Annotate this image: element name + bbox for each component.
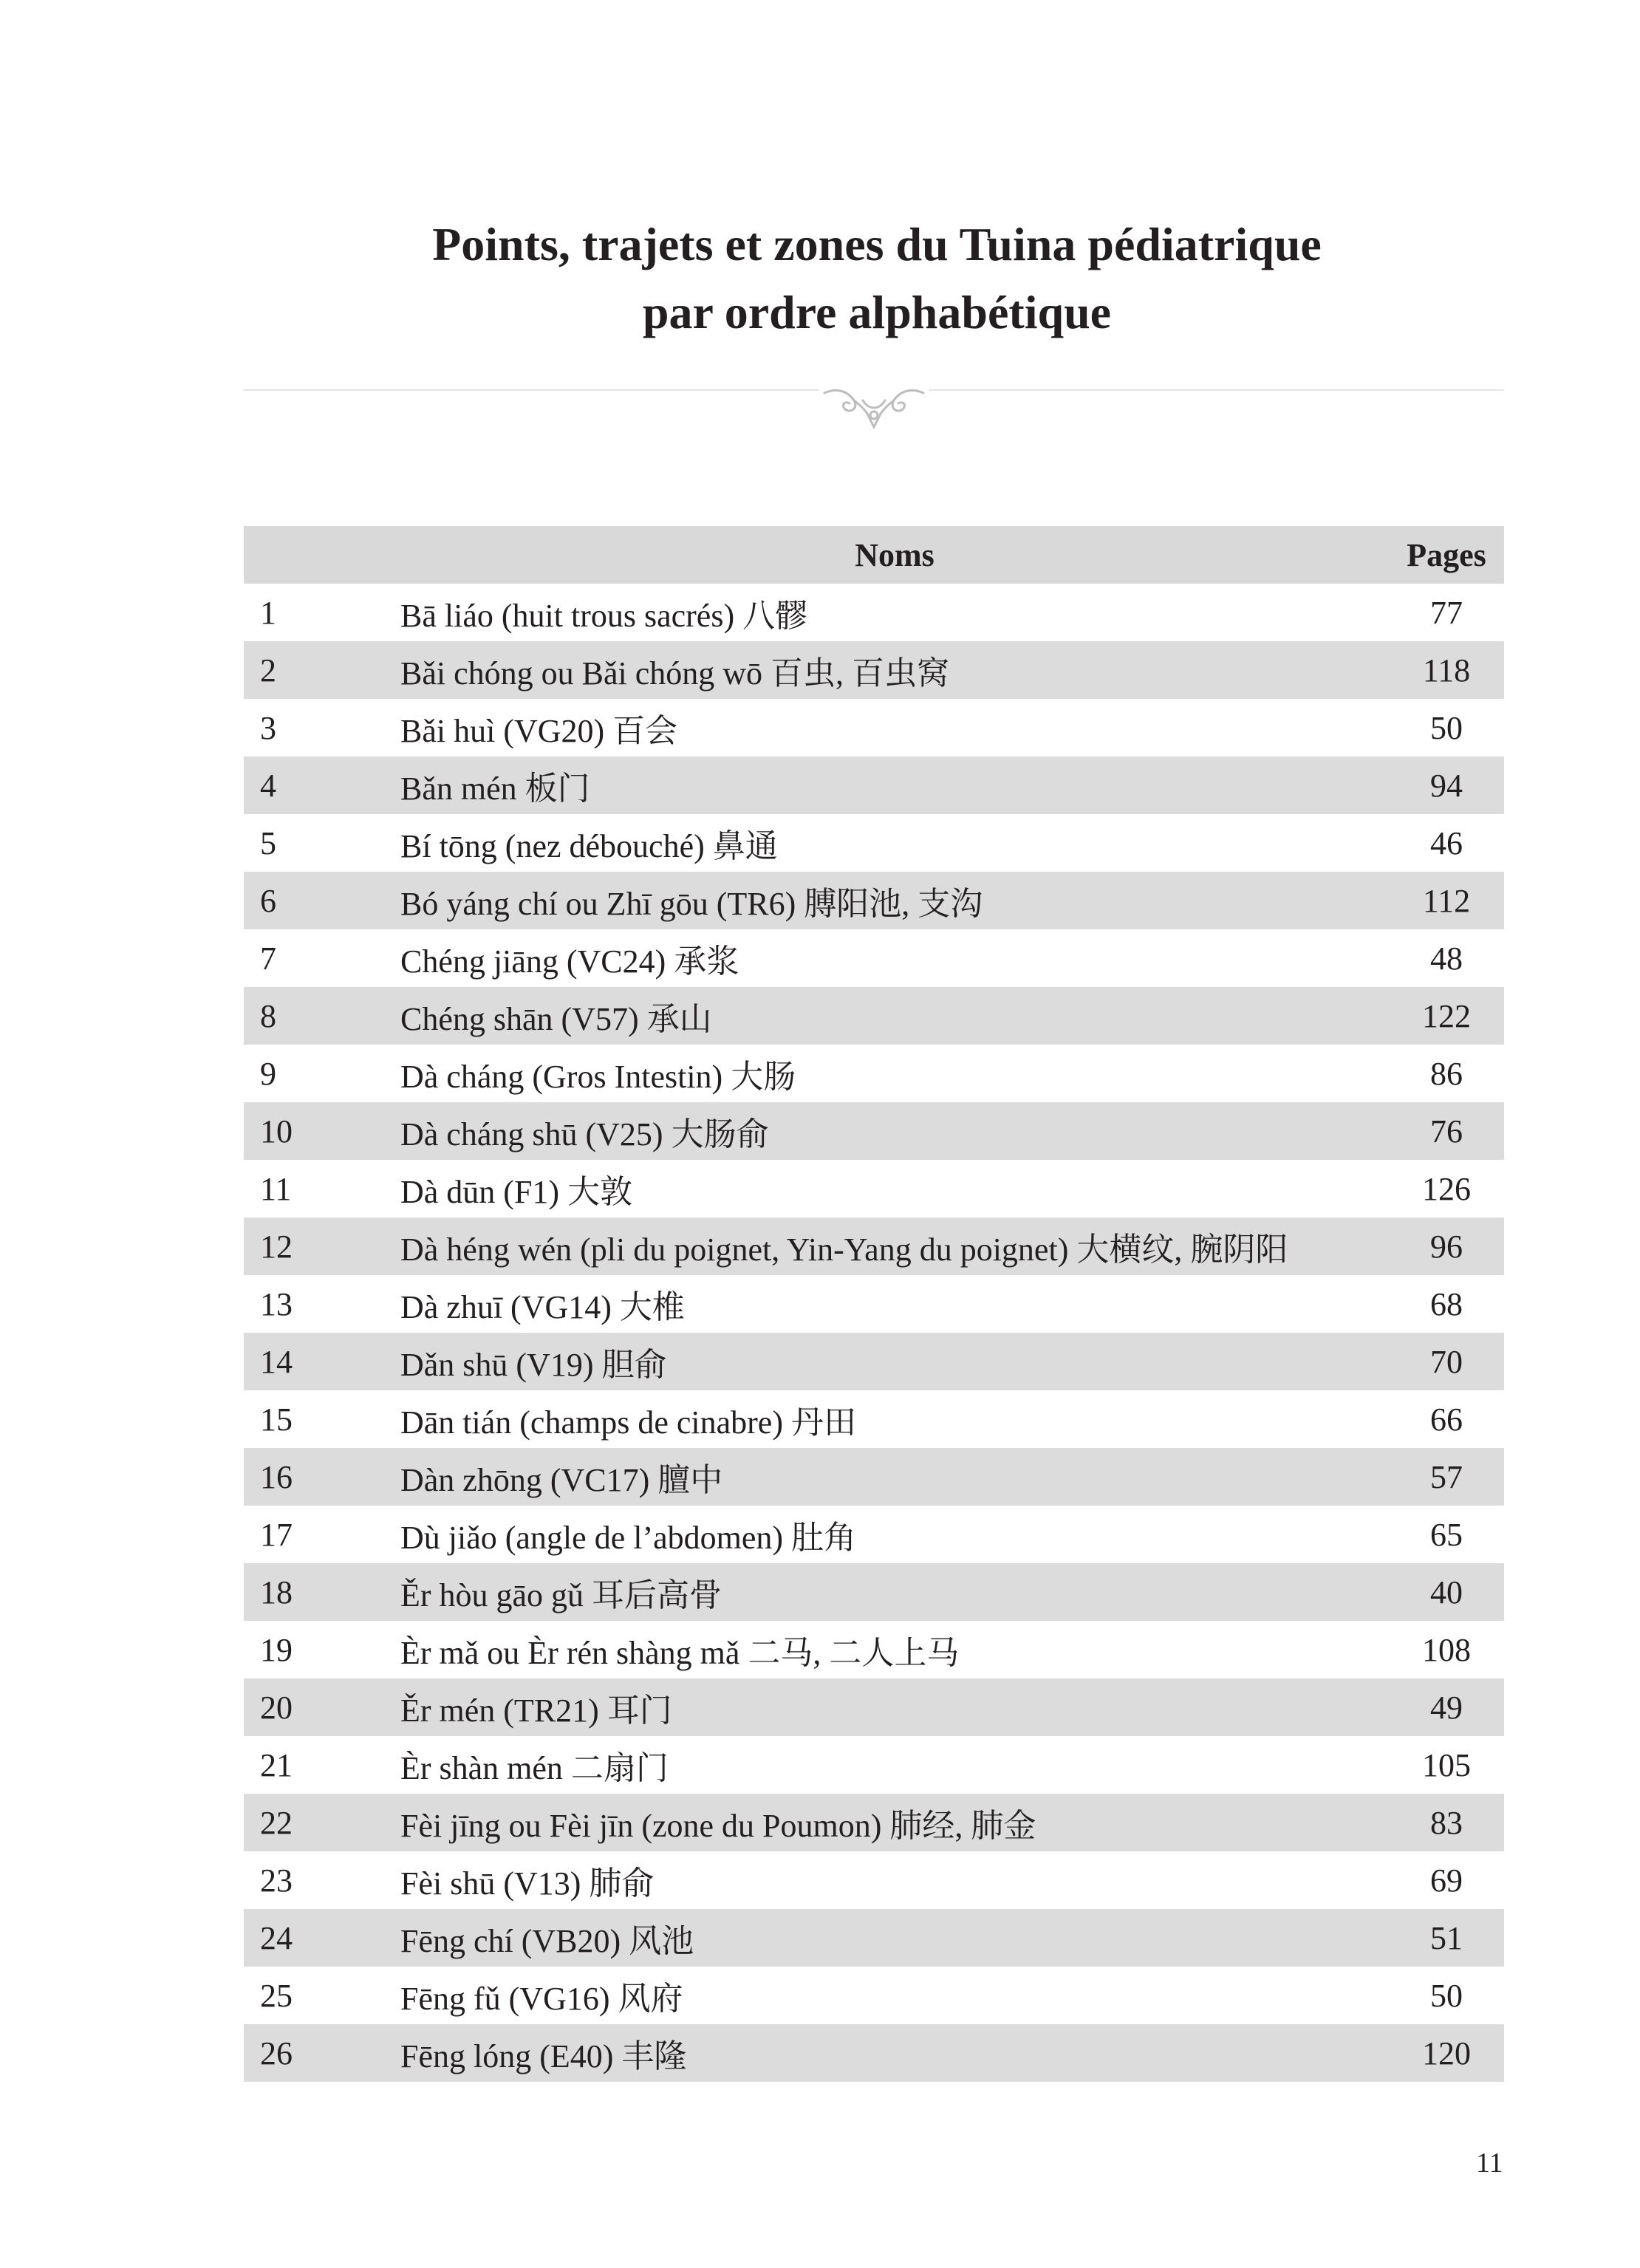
table-row [244, 1563, 1504, 1621]
ornamental-scroll-icon [819, 384, 929, 436]
row-name: Fèi jīng ou Fèi jīn (zone du Poumon) 肺经, 肺金 [400, 1808, 1036, 1844]
page-title-line-2: par ordre alphabétique [642, 286, 1112, 338]
row-name: Fēng lóng (E40) 丰隆 [400, 2038, 687, 2074]
row-page: 122 [1422, 997, 1471, 1034]
row-page: 50 [1430, 1977, 1463, 2014]
row-page: 76 [1430, 1113, 1463, 1150]
page-number: 11 [1476, 2148, 1503, 2179]
table-row [244, 1851, 1504, 1909]
row-number: 22 [260, 1804, 293, 1841]
table-row [244, 699, 1504, 756]
table-row [244, 2024, 1504, 2082]
row-page: 66 [1430, 1401, 1463, 1438]
row-name: Chéng shān (V57) 承山 [400, 1001, 712, 1037]
row-page: 108 [1422, 1631, 1471, 1668]
row-name: Èr mǎ ou Èr rén shàng mǎ 二马, 二人上马 [400, 1635, 960, 1671]
row-number: 2 [260, 652, 276, 689]
row-page: 40 [1430, 1574, 1463, 1611]
row-number: 25 [260, 1977, 293, 2014]
row-number: 6 [260, 882, 276, 919]
row-page: 70 [1430, 1343, 1463, 1380]
table-row [244, 1909, 1504, 1967]
row-number: 10 [260, 1113, 293, 1150]
row-number: 20 [260, 1689, 293, 1726]
row-number: 26 [260, 2035, 293, 2071]
row-page: 86 [1430, 1055, 1463, 1092]
page-title [0, 211, 1640, 346]
row-name: Fēng chí (VB20) 风池 [400, 1923, 694, 1959]
row-name: Bǎn mén 板门 [400, 771, 590, 807]
row-page: 94 [1430, 767, 1463, 804]
row-number: 21 [260, 1746, 293, 1783]
table-row [244, 1967, 1504, 2024]
row-page: 65 [1430, 1516, 1463, 1553]
row-page: 50 [1430, 709, 1463, 746]
header-names: Noms [855, 536, 935, 573]
row-number: 17 [260, 1516, 293, 1553]
table-row [244, 1102, 1504, 1160]
table-row [244, 987, 1504, 1045]
table-row [244, 1160, 1504, 1217]
row-name: Fèi shū (V13) 肺俞 [400, 1865, 655, 1902]
table-row [244, 641, 1504, 699]
table-row [244, 756, 1504, 814]
table-row [244, 1678, 1504, 1736]
row-number: 11 [260, 1170, 292, 1207]
row-page: 46 [1430, 824, 1463, 861]
table-row [244, 929, 1504, 987]
header-number [244, 526, 400, 584]
row-name: Dà cháng (Gros Intestin) 大肠 [400, 1059, 796, 1095]
row-number: 1 [260, 594, 276, 631]
table-row [244, 1217, 1504, 1275]
header-pages: Pages [1407, 536, 1486, 573]
row-name: Dà cháng shū (V25) 大肠俞 [400, 1116, 769, 1152]
row-page: 57 [1430, 1458, 1463, 1495]
table-row [244, 872, 1504, 929]
row-name: Dǎn shū (V19) 胆俞 [400, 1347, 667, 1383]
row-page: 48 [1430, 940, 1463, 977]
row-name: Dàn zhōng (VC17) 膻中 [400, 1462, 723, 1498]
row-name: Bí tōng (nez débouché) 鼻通 [400, 828, 778, 864]
table-row [244, 1333, 1504, 1390]
row-page: 118 [1422, 652, 1471, 689]
row-name: Èr shàn mén 二扇门 [400, 1750, 669, 1786]
table-row [244, 1045, 1504, 1102]
row-number: 7 [260, 940, 276, 977]
row-number: 3 [260, 709, 276, 746]
row-page: 49 [1430, 1689, 1463, 1726]
row-number: 23 [260, 1862, 293, 1899]
table-body [244, 584, 1504, 2082]
points-index-table [244, 526, 1504, 2082]
table-row [244, 1794, 1504, 1851]
row-name: Ěr mén (TR21) 耳门 [400, 1693, 672, 1729]
row-name: Dù jiǎo (angle de l’abdomen) 肚角 [400, 1520, 857, 1556]
row-number: 12 [260, 1228, 293, 1265]
row-page: 120 [1422, 2035, 1471, 2071]
table-row [244, 1621, 1504, 1678]
row-number: 9 [260, 1055, 276, 1092]
page-title-line-1: Points, trajets et zones du Tuina pédiatrique [432, 218, 1322, 270]
row-number: 18 [260, 1574, 293, 1611]
row-page: 51 [1430, 1919, 1463, 1956]
table-row [244, 1448, 1504, 1506]
table-row [244, 584, 1504, 641]
row-number: 13 [260, 1285, 293, 1322]
row-number: 5 [260, 824, 276, 861]
row-name: Bó yáng chí ou Zhī gōu (TR6) 膊阳池, 支沟 [400, 886, 983, 922]
row-page: 105 [1422, 1746, 1471, 1783]
row-page: 96 [1430, 1228, 1463, 1265]
table-row [244, 1275, 1504, 1333]
row-name: Dà zhuī (VG14) 大椎 [400, 1289, 685, 1325]
row-number: 15 [260, 1401, 293, 1438]
row-page: 69 [1430, 1862, 1463, 1899]
row-name: Dān tián (champs de cinabre) 丹田 [400, 1404, 856, 1441]
row-number: 19 [260, 1631, 293, 1668]
table-row [244, 1390, 1504, 1448]
row-page: 126 [1422, 1170, 1471, 1207]
table-row [244, 1506, 1504, 1563]
row-name: Ěr hòu gāo gǔ 耳后高骨 [400, 1577, 722, 1613]
row-name: Dà dūn (F1) 大敦 [400, 1174, 633, 1210]
row-page: 112 [1422, 882, 1471, 919]
table-row [244, 1736, 1504, 1794]
row-name: Chéng jiāng (VC24) 承浆 [400, 943, 739, 980]
row-number: 4 [260, 767, 276, 804]
row-name: Bǎi chóng ou Bǎi chóng wō 百虫, 百虫窝 [400, 655, 950, 691]
row-name: Fēng fǔ (VG16) 风府 [400, 1981, 683, 2017]
table-header-row [244, 526, 1504, 584]
row-name: Bā liáo (huit trous sacrés) 八髎 [400, 598, 808, 634]
table-row [244, 814, 1504, 872]
row-page: 68 [1430, 1285, 1463, 1322]
row-name: Dà héng wén (pli du poignet, Yin-Yang du poignet) 大横纹, 腕阴阳 [400, 1232, 1288, 1268]
row-number: 8 [260, 997, 276, 1034]
row-number: 16 [260, 1458, 293, 1495]
row-page: 77 [1430, 594, 1463, 631]
row-number: 14 [260, 1343, 293, 1380]
row-number: 24 [260, 1919, 293, 1956]
row-page: 83 [1430, 1804, 1463, 1841]
row-name: Bǎi huì (VG20) 百会 [400, 713, 678, 749]
